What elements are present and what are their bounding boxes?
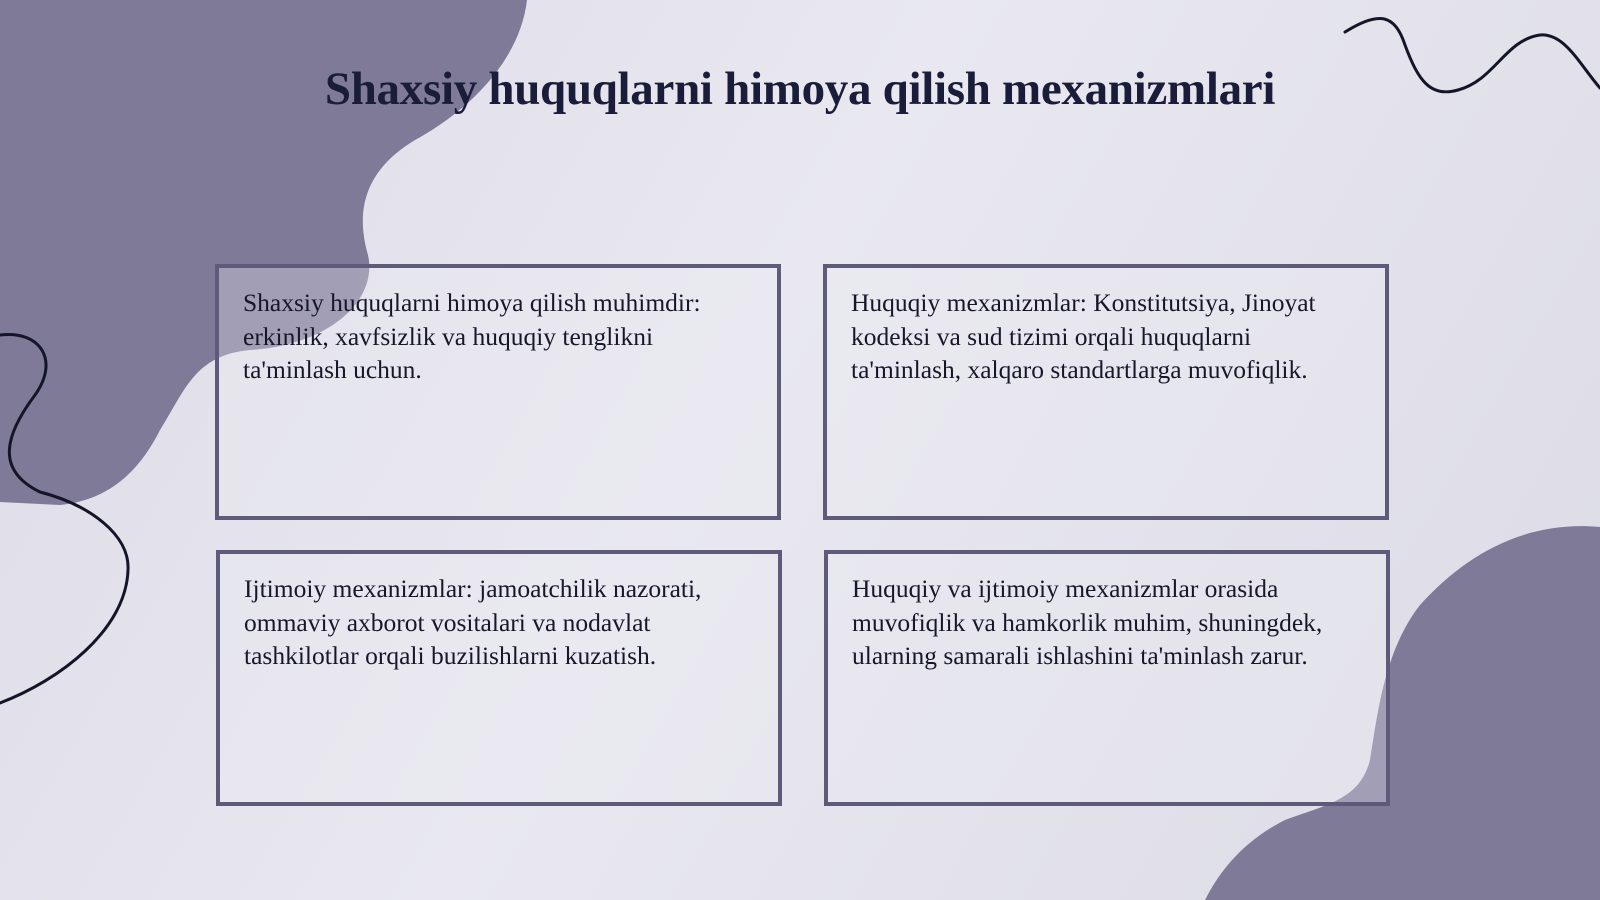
text-box-importance (215, 264, 781, 520)
text-box-cooperation (824, 550, 1390, 806)
slide-title: Shaxsiy huquqlarni himoya qilish mexanizmlari (324, 63, 1276, 115)
text-box-legal-mechanisms (823, 264, 1389, 520)
text-box-social-mechanisms (216, 550, 782, 806)
text-box-cooperation-text: Huquqiy va ijtimoiy mexanizmlar orasida muvofiqlik va hamkorlik muhim, shuningdek, ularning samarali ishlashini ta'minlash zarur. (852, 574, 1323, 670)
text-box-legal-mechanisms-text: Huquqiy mexanizmlar: Konstitutsiya, Jinoyat kodeksi va sud tizimi orqali huquqlarni ta'minlash, xalqaro standartlarga muvofiqlik. (851, 288, 1316, 384)
text-box-social-mechanisms-text: Ijtimoiy mexanizmlar: jamoatchilik nazorati, ommaviy axborot vositalari va nodavlat tashkilotlar orqali buzilishlarni kuzatish. (244, 574, 702, 670)
text-box-importance-text: Shaxsiy huquqlarni himoya qilish muhimdir: erkinlik, xavfsizlik va huquqiy tenglikni ta'minlash uchun. (243, 288, 701, 384)
